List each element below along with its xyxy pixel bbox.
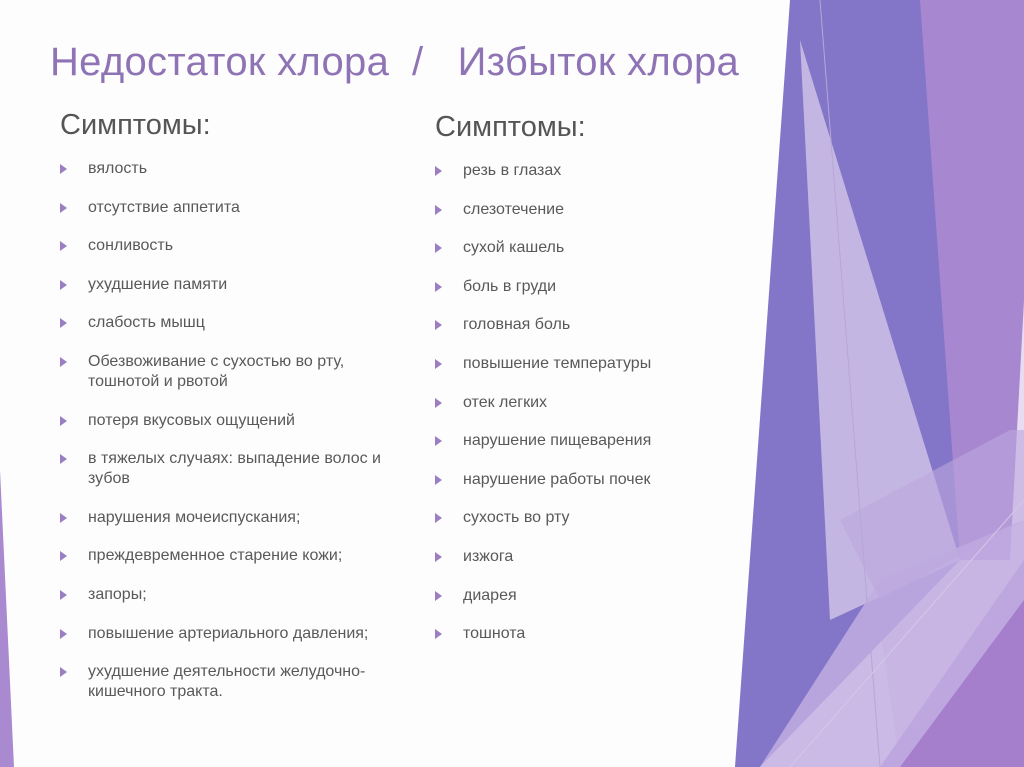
list-item: сонливость — [60, 236, 390, 256]
triangle-bullet-icon — [60, 241, 67, 251]
list-item: слезотечение — [435, 200, 765, 220]
list-item: запоры; — [60, 585, 390, 605]
list-item: вялость — [60, 159, 390, 179]
list-item: изжога — [435, 547, 765, 567]
triangle-bullet-icon — [60, 318, 67, 328]
list-item: ухудшение деятельности желудочно-кишечного тракта. — [60, 662, 390, 702]
triangle-bullet-icon — [60, 164, 67, 174]
deficiency-column — [60, 105, 390, 721]
triangle-bullet-icon — [60, 280, 67, 290]
list-item: резь в глазах — [435, 161, 765, 181]
triangle-bullet-icon — [435, 359, 442, 369]
list-item: нарушения мочеиспускания; — [60, 508, 390, 528]
list-item: слабость мышц — [60, 313, 390, 333]
slide-title: Недостаток хлора / Избыток хлора — [50, 40, 740, 84]
list-item: сухой кашель — [435, 238, 765, 258]
list-item: боль в груди — [435, 277, 765, 297]
list-item: потеря вкусовых ощущений — [60, 411, 390, 431]
deficiency-symptoms-list — [60, 159, 390, 702]
triangle-bullet-icon — [435, 513, 442, 523]
triangle-bullet-icon — [435, 320, 442, 330]
triangle-bullet-icon — [60, 667, 67, 677]
triangle-bullet-icon — [60, 357, 67, 367]
excess-column — [435, 105, 765, 663]
excess-symptoms-list — [435, 161, 765, 644]
triangle-bullet-icon — [435, 205, 442, 215]
list-item: повышение температуры — [435, 354, 765, 374]
list-item: в тяжелых случаях: выпадение волос и зубов — [60, 449, 390, 489]
list-item: повышение артериального давления; — [60, 624, 390, 644]
list-item: нарушение работы почек — [435, 470, 765, 490]
deficiency-symptoms-heading: Симптомы: — [60, 109, 211, 141]
list-item: ухудшение памяти — [60, 275, 390, 295]
triangle-bullet-icon — [435, 436, 442, 446]
triangle-bullet-icon — [60, 590, 67, 600]
triangle-bullet-icon — [435, 475, 442, 485]
list-item: отек легких — [435, 393, 765, 413]
triangle-bullet-icon — [60, 454, 67, 464]
triangle-bullet-icon — [435, 243, 442, 253]
deco-left-edge-strip — [0, 470, 14, 767]
triangle-bullet-icon — [435, 552, 442, 562]
list-item: головная боль — [435, 315, 765, 335]
list-item: диарея — [435, 586, 765, 606]
list-item: нарушение пищеварения — [435, 431, 765, 451]
triangle-bullet-icon — [435, 398, 442, 408]
triangle-bullet-icon — [435, 282, 442, 292]
list-item: тошнота — [435, 624, 765, 644]
triangle-bullet-icon — [60, 513, 67, 523]
triangle-bullet-icon — [60, 629, 67, 639]
triangle-bullet-icon — [435, 629, 442, 639]
triangle-bullet-icon — [435, 591, 442, 601]
list-item: сухость во рту — [435, 508, 765, 528]
excess-symptoms-heading: Симптомы: — [435, 111, 586, 143]
triangle-bullet-icon — [435, 166, 442, 176]
list-item: преждевременное старение кожи; — [60, 546, 390, 566]
triangle-bullet-icon — [60, 416, 67, 426]
triangle-bullet-icon — [60, 551, 67, 561]
list-item: отсутствие аппетита — [60, 198, 390, 218]
triangle-bullet-icon — [60, 203, 67, 213]
list-item: Обезвоживание с сухостью во рту, тошнотой и рвотой — [60, 352, 390, 392]
